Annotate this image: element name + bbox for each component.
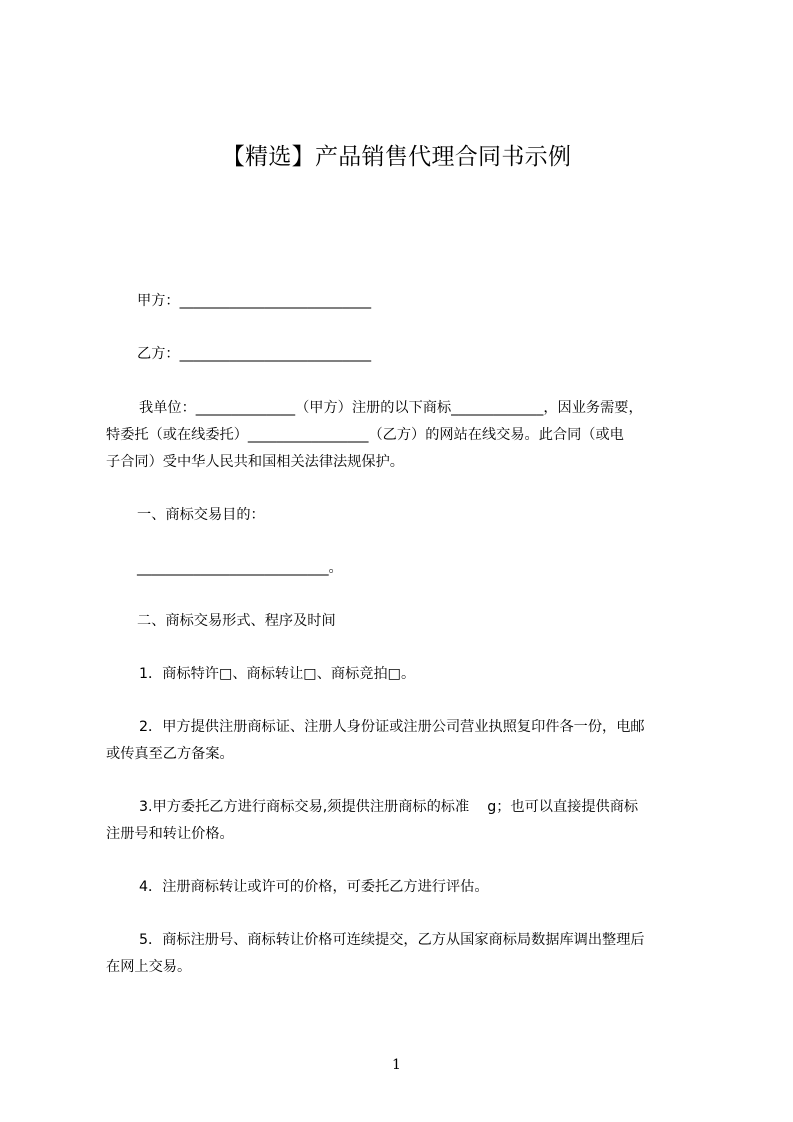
item-3-line-2: 注册号和转让价格。 bbox=[106, 826, 234, 842]
item-2-line-1: 2．甲方提供注册商标证、注册人身份证或注册公司营业执照复印件各一份，电邮 bbox=[139, 719, 645, 735]
page-number: 1 bbox=[392, 1057, 401, 1073]
section2-heading: 二、商标交易形式、程序及时间 bbox=[137, 613, 336, 629]
document-title: 【精选】产品销售代理合同书示例 bbox=[221, 144, 572, 170]
party-a-line: 甲方：___________________________ bbox=[137, 293, 372, 309]
intro-line-3: 子合同）受中华人民共和国相关法律法规保护。 bbox=[106, 454, 404, 470]
party-b-line: 乙方：___________________________ bbox=[137, 346, 372, 362]
item-2-line-2: 或传真至乙方备案。 bbox=[106, 746, 234, 762]
intro-line-2: 特委托（或在线委托）_________________（乙方）的网站在线交易。此合同（或电 bbox=[106, 427, 624, 443]
item-5-line-1: 5．商标注册号、商标转让价格可连续提交，乙方从国家商标局数据库调出整理后 bbox=[139, 932, 645, 948]
section1-blank: ___________________________。 bbox=[137, 560, 343, 576]
section1-heading: 一、商标交易目的： bbox=[137, 507, 265, 523]
item-1: 1．商标特许□、商标转让□、商标竞拍□。 bbox=[139, 666, 416, 682]
item-3-line-1: 3.甲方委托乙方进行商标交易,须提供注册商标的标准 g；也可以直接提供商标 bbox=[139, 799, 639, 815]
intro-line-1: 我单位：______________（甲方）注册的以下商标_____________，因业务需要， bbox=[139, 400, 643, 416]
item-5-line-2: 在网上交易。 bbox=[106, 959, 192, 975]
item-4: 4．注册商标转让或许可的价格，可委托乙方进行评估。 bbox=[139, 879, 489, 895]
